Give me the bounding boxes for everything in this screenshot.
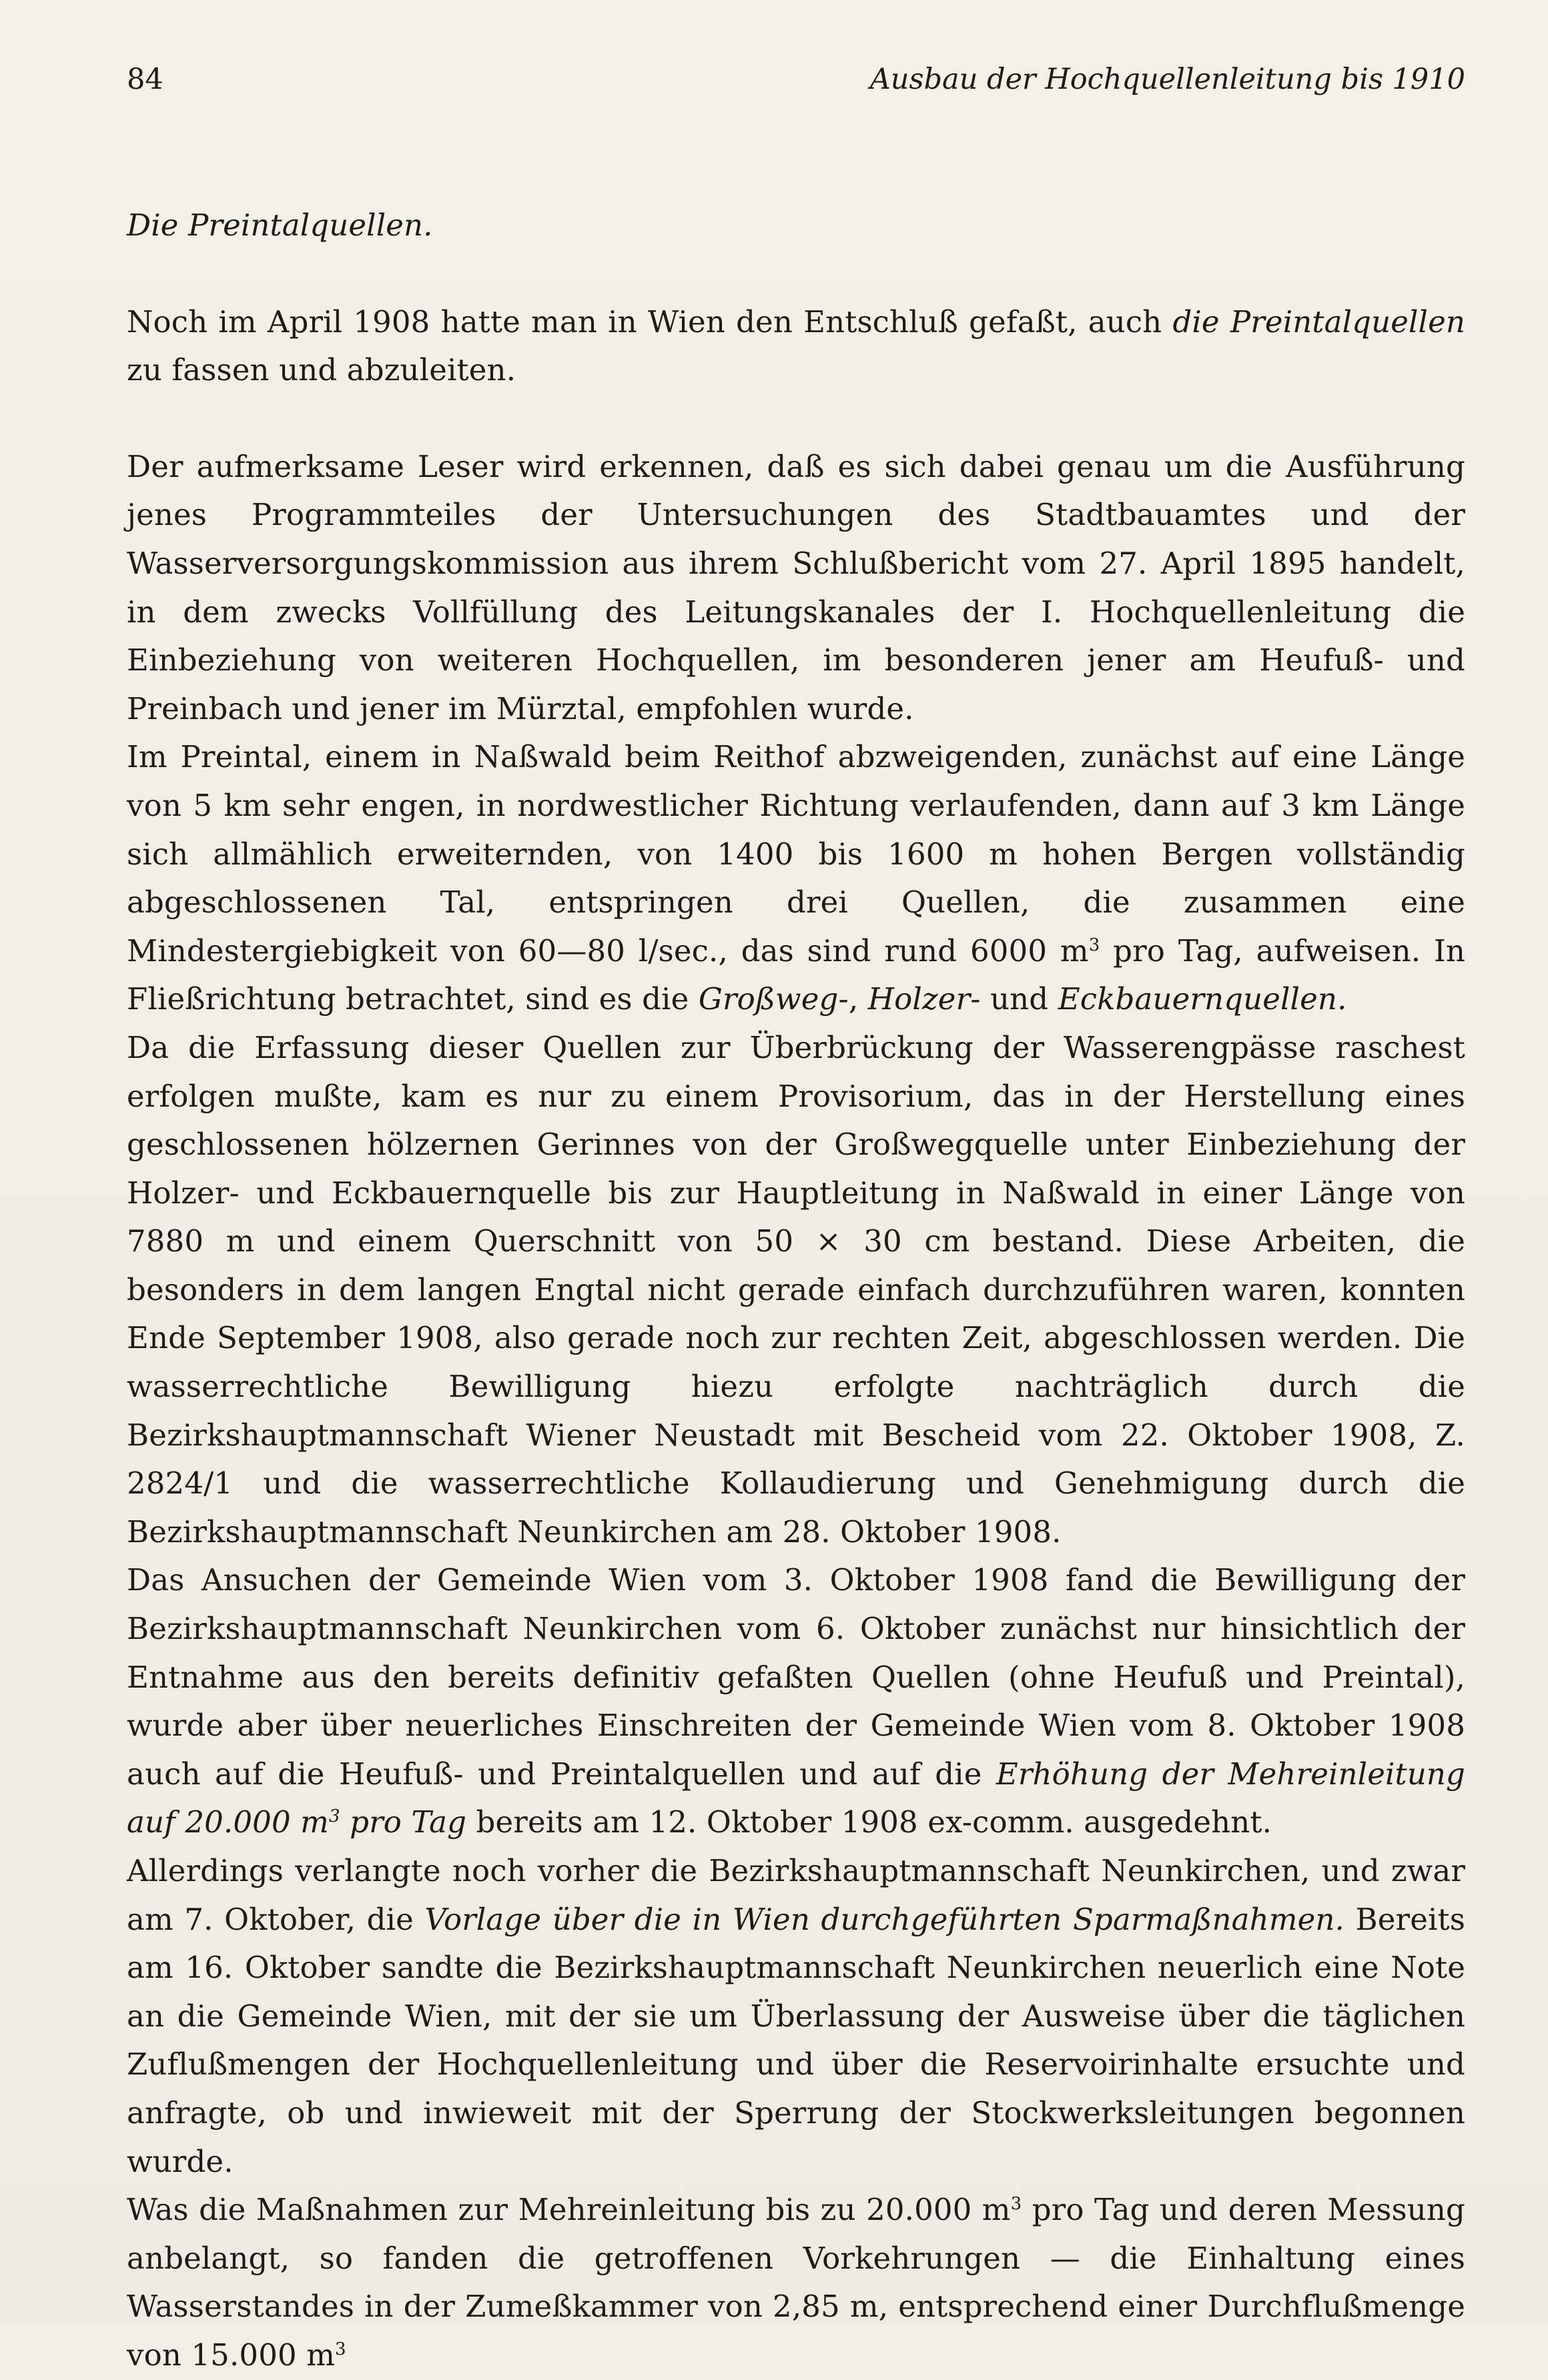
text-run: Allerdings verlangte noch vorher die Bezirkshauptmannschaft Neunkirchen, und zwar am 7. Oktober, die <box>127 1853 1465 1937</box>
text-run: Noch im April 1908 hatte man in Wien den Entschluß gefaßt, auch <box>127 304 1173 340</box>
page-header <box>127 63 1465 103</box>
superscript: 3 <box>335 2339 346 2359</box>
running-title: Ausbau der Hochquellenleitung bis 1910 <box>869 63 1465 96</box>
emphasis-text: Großweg- <box>698 981 849 1017</box>
paragraph-6 <box>127 1847 1465 2186</box>
emphasis-text: die Preintalquellen <box>1172 304 1466 340</box>
text-run: Bereits am 16. Oktober sandte die Bezirkshauptmannschaft Neunkirchen neuerlich eine Note an die Gemeinde Wien, mit der sie um Überlassung der Ausweise über die täglichen Zuflußmengen der Hochquellenleitung und über die Reservoirinhalte ersuchte und anfragte, ob und inwieweit mit der Sperrung der Stockwerksleitungen begonnen wurde. <box>127 1901 1466 2179</box>
superscript: 3 <box>329 1806 340 1827</box>
text-run: zu fassen und abzuleiten. <box>127 352 516 388</box>
text-run: Was die Maßnahmen zur Mehreinleitung bis zu 20.000 m <box>127 2192 1011 2228</box>
paragraph-7 <box>127 2186 1465 2379</box>
text-run: Das Ansuchen der Gemeinde Wien vom 3. Oktober 1908 fand die Bewilligung der Bezirkshauptmannschaft Neunkirchen vom 6. Oktober zunächst nur hinsichtlich der Entnahme aus den bereits definitiv gefaßten Quellen (ohne Heufuß und Preintal), wurde aber über neuerliches Einschreiten der Gemeinde Wien vom 8. Oktober 1908 auch auf die Heufuß- und Preintalquellen und auf die <box>127 1562 1465 1792</box>
paragraph-4: Da die Erfassung dieser Quellen zur Überbrückung der Wasserengpässe raschest erfolgen mußte, kam es nur zu einem Provisorium, das in der Herstellung eines geschlossenen hölzernen Gerinnes von der Großwegquelle unter Einbeziehung der Holzer- und Eckbauernquelle bis zur Hauptleitung in Naßwald in einer Länge von 7880 m und einem Querschnitt von 50 × 30 cm bestand. Diese Arbeiten, die besonders in dem langen Engtal nicht gerade einfach durchzuführen waren, konnten Ende September 1908, also gerade noch zur rechten Zeit, abgeschlossen werden. Die wasserrechtliche Bewilligung hiezu erfolgte nachträglich durch die Bezirkshauptmannschaft Wiener Neustadt mit Bescheid vom 22. Oktober 1908, Z. 2824/1 und die wasserrechtliche Kollaudierung und Genehmigung durch die Bezirkshauptmannschaft Neunkirchen am 28. Oktober 1908. <box>127 1029 1465 1550</box>
paragraph-5 <box>127 1556 1465 1847</box>
page-number: 84 <box>127 63 163 96</box>
paragraph-2: Der aufmerksame Leser wird erkennen, daß es sich dabei genau um die Ausführung jenes Programmteiles der Untersuchungen des Stadtbauamtes und der Wasserversorgungskommission aus ihrem Schlußbericht vom 27. April 1895 handelt, in dem zwecks Vollfüllung des Leitungskanales der I. Hochquellenleitung die Einbeziehung von weiteren Hochquellen, im besonderen jener am Heufuß- und Preinbach und jener im Mürztal, empfohlen wurde. <box>127 448 1465 726</box>
main-text <box>127 201 1465 2380</box>
emphasis-text: Vorlage über die in Wien durchgeführten Sparmaßnahmen. <box>424 1901 1344 1937</box>
paragraph-3 <box>127 733 1465 1024</box>
paragraph-1 <box>127 298 1465 395</box>
text-run: pro Tag und deren Messung anbelangt, so fanden die getroffenen Vorkehrungen — die Einhaltung eines Wasserstandes in der Zumeßkammer von 2,85 m, entsprechend einer Durchflußmenge von 15.000 m <box>127 2192 1466 2373</box>
text-run: bereits am 12. Oktober 1908 ex-comm. ausgedehnt. <box>466 1804 1272 1840</box>
text-run: und <box>980 981 1058 1017</box>
emphasis-text: Holzer- <box>867 981 981 1017</box>
section-title: Die Preintalquellen. <box>127 207 433 243</box>
text-run: , <box>848 981 868 1017</box>
emphasis-text: pro Tag <box>340 1804 467 1840</box>
superscript: 3 <box>1088 935 1100 955</box>
text-run: pro Tag, aufweisen. In Fließrichtung betrachtet, sind es die <box>127 933 1465 1017</box>
text-run: Im Preintal, einem in Naßwald beim Reithof abzweigenden, zunächst auf eine Länge von 5 km sehr engen, in nordwestlicher Richtung verlaufenden, dann auf 3 km Länge sich allmählich erweiternden, von 1400 bis 1600 m hohen Bergen vollständig abgeschlossenen Tal, entspringen drei Quellen, die zusammen eine Mindestergiebigkeit von 60—80 l/sec., das sind rund 6000 m <box>127 739 1465 969</box>
emphasis-text: Erhöhung der Mehreinleitung auf 20.000 m <box>127 1756 1465 1840</box>
superscript: 3 <box>1010 2194 1022 2215</box>
emphasis-text: Eckbauernquellen. <box>1058 981 1347 1017</box>
